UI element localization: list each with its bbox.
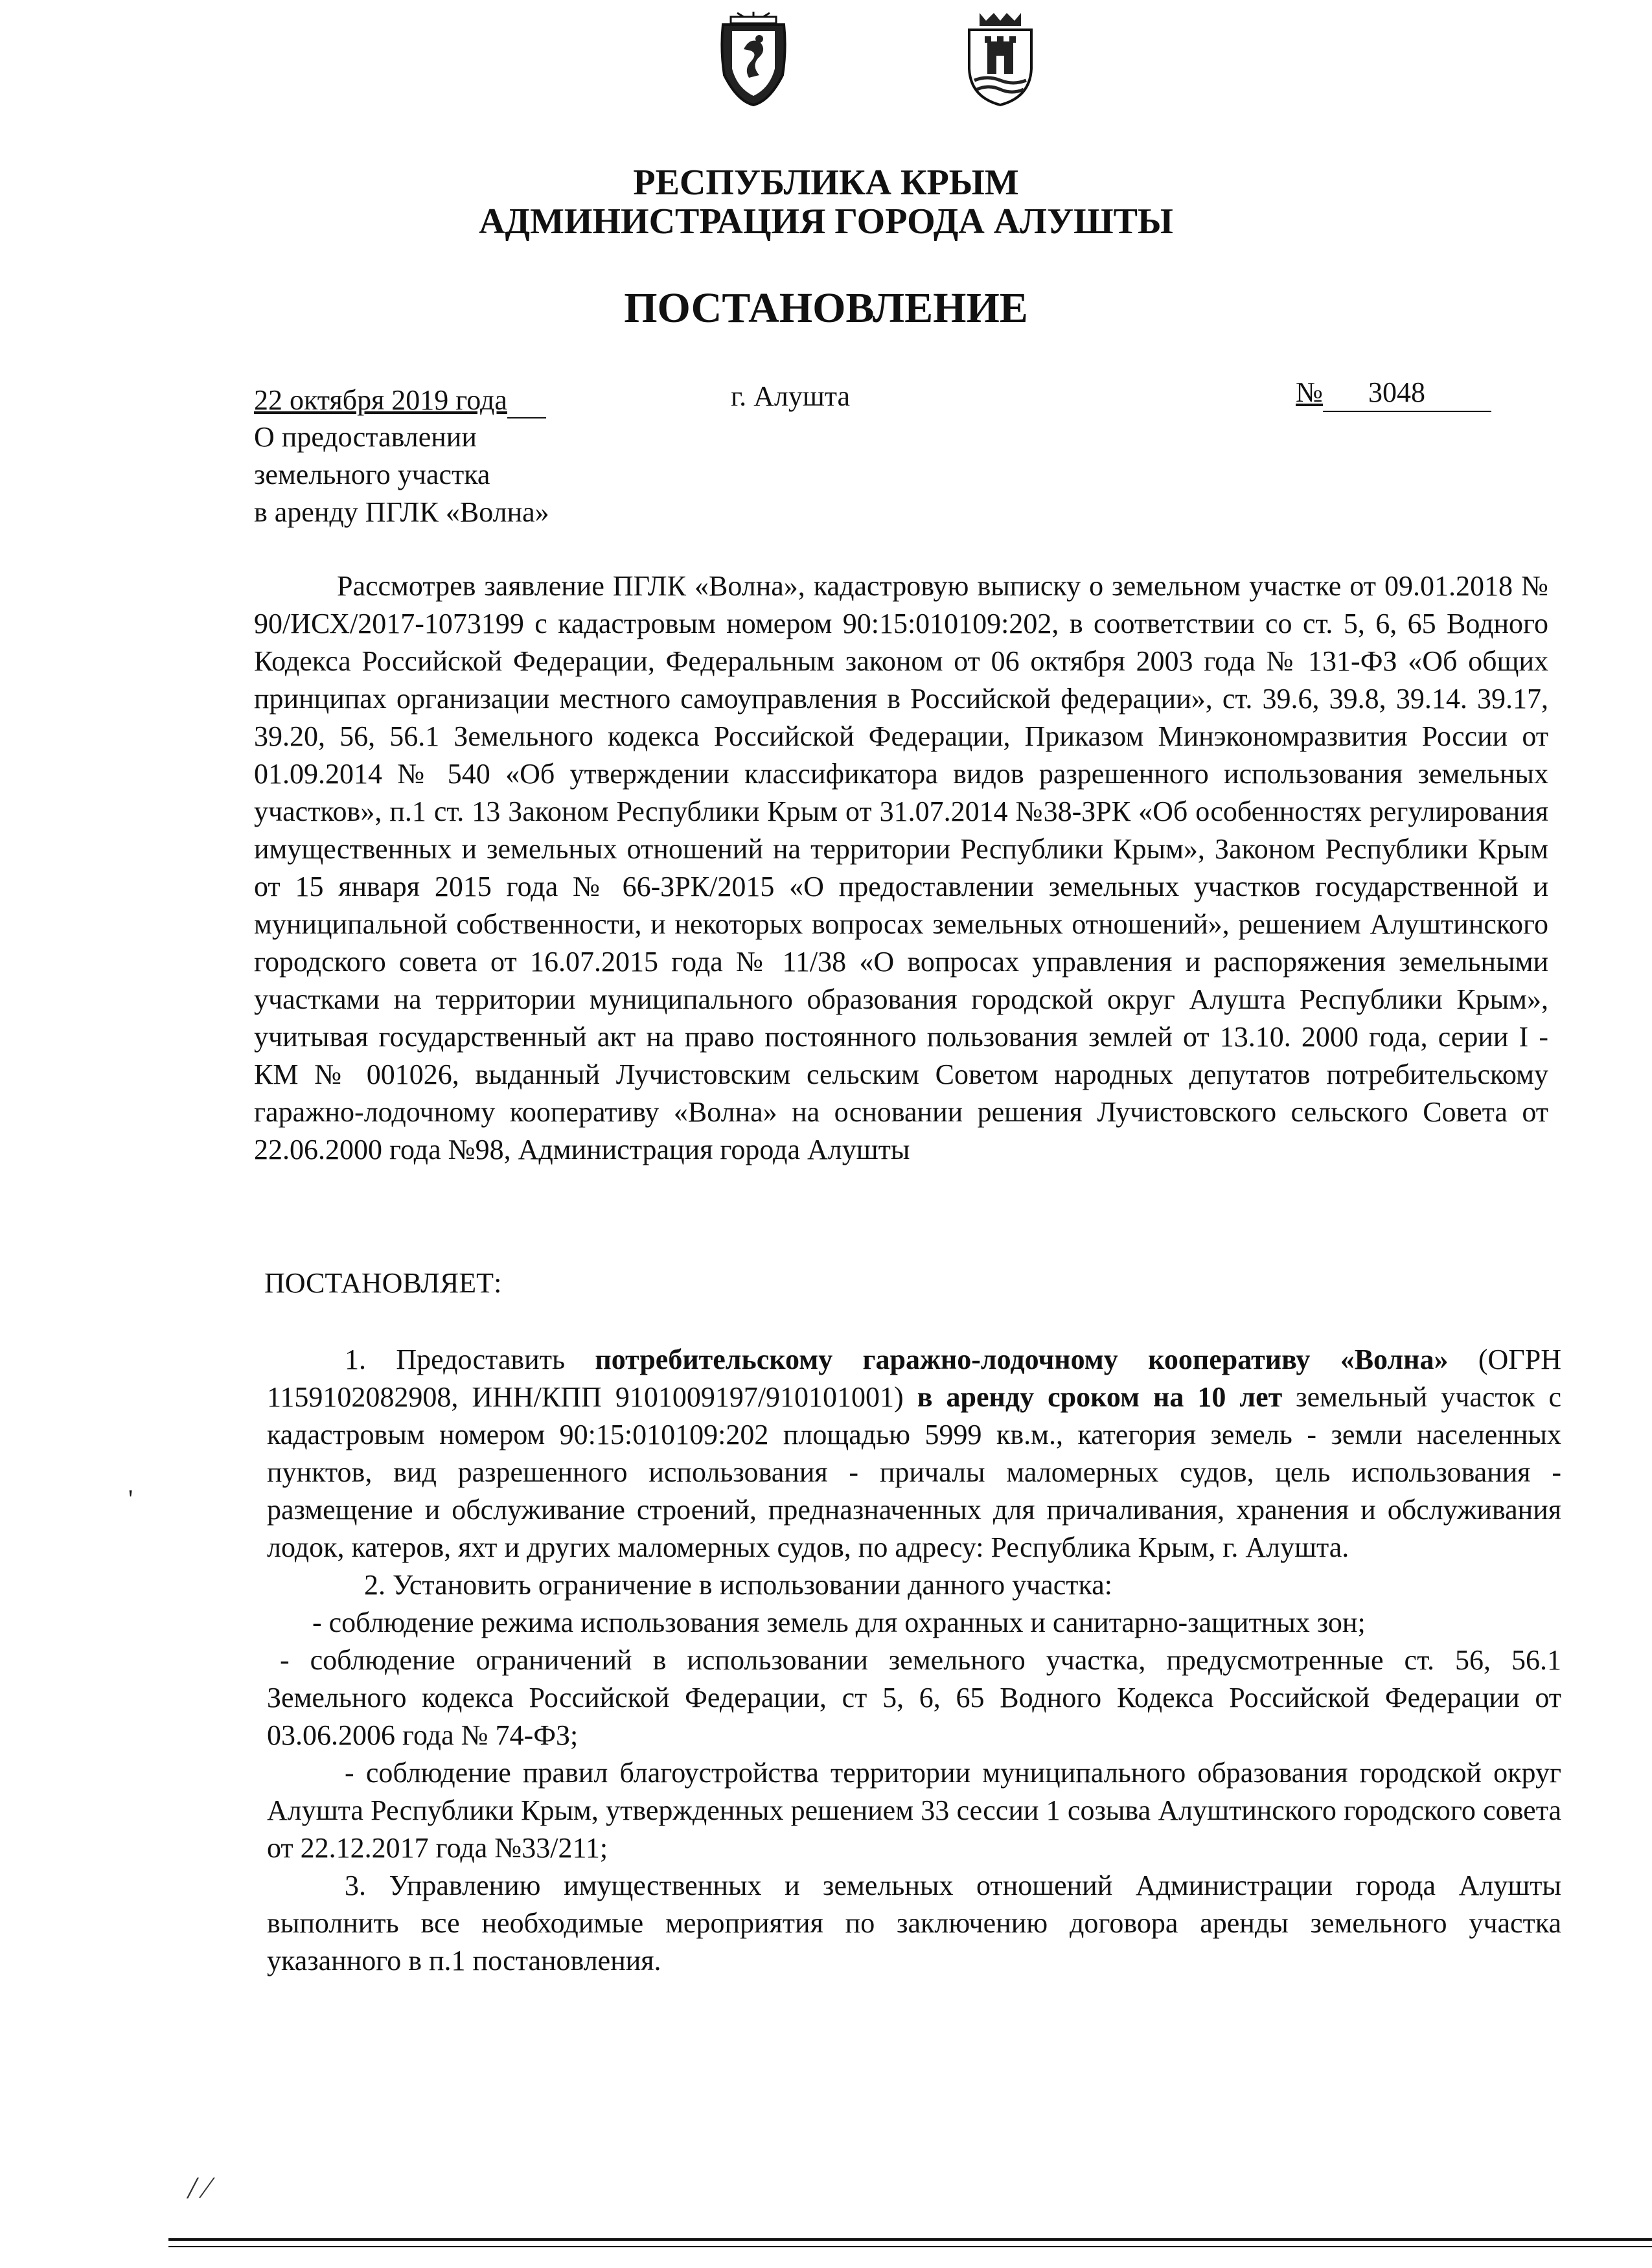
margin-mark: ' bbox=[128, 1484, 133, 1513]
item-1-ids: (ОГРН 1159102082908, ИНН/КПП 9101009197/910101001) bbox=[267, 1344, 1561, 1413]
date-underline bbox=[507, 391, 546, 418]
item-1-details: земельный участок с кадастровым номером 90:15:010109:202 площадью 5999 кв.м., категория земель - земли населенных пунктов, вид разрешенного использования - причалы маломерных судов, цель использования - размещение и обслуживание строений, предназначенных для причаливания, хранения и обслуживания лодок, катеров, яхт и других маломерных судов, по адресу: Республика Крым, г. Алушта. bbox=[267, 1381, 1561, 1563]
document-date bbox=[254, 382, 546, 418]
decree-items bbox=[267, 1341, 1561, 1980]
subject-line: земельного участка bbox=[254, 459, 490, 490]
header-administration: АДМИНИСТРАЦИЯ ГОРОДА АЛУШТЫ bbox=[479, 201, 1173, 242]
item-2-bullet: - соблюдение режима использования земель для охранных и санитарно-защитных зон; bbox=[312, 1607, 1366, 1638]
subject-line: О предоставлении bbox=[254, 421, 477, 453]
footer-rule bbox=[168, 2238, 1652, 2247]
number-value: 3048 bbox=[1323, 374, 1491, 412]
item-2-bullet: - соблюдение правил благоустройства территории муниципального образования городской округ Алушта Республики Крым, утвержденных решением 33 сессии 1 созыва Алуштинского городского совета от 22.12.2017 года №33/211; bbox=[267, 1757, 1561, 1864]
number-label: № bbox=[1296, 376, 1323, 408]
item-1-lease-term: в аренду сроком на 10 лет bbox=[917, 1381, 1283, 1413]
item-1-prefix: 1. Предоставить bbox=[345, 1344, 595, 1375]
document-type-title: ПОСТАНОВЛЕНИЕ bbox=[624, 284, 1028, 332]
alushta-coat-of-arms-icon bbox=[965, 10, 1035, 108]
date-text: 22 октября 2019 года bbox=[254, 384, 507, 416]
item-1-cooperative: потребительскому гаражно-лодочному кооперативу «Волна» bbox=[595, 1344, 1449, 1375]
preamble-paragraph: Рассмотрев заявление ПГЛК «Волна», кадастровую выписку о земельном участке от 09.01.2018 № 90/ИСХ/2017-1073199 с кадастровым номером 90:15:010109:202, в соответствии со ст. 5, 6, 65 Водного Кодекса Российской Федерации, Федеральным законом от 06 октября 2003 года № 131-ФЗ «Об общих принципах организации местного самоуправления в Российской федерации», ст. 39.6, 39.8, 39.14. 39.17, 39.20, 56, 56.1 Земельного кодекса Российской Федерации, Приказом Минэкономразвития России от 01.09.2014 № 540 «Об утверждении классификатора видов разрешенного использования земельных участков», п.1 ст. 13 Законом Республики Крым от 31.07.2014 №38-ЗРК «Об особенностях регулирования имущественных и земельных отношений на территории Республики Крым», Законом Республики Крым от 15 января 2015 года № 66-ЗРК/2015 «О предоставлении земельных участков государственной и муниципальной собственности, и некоторых вопросах земельных отношений», решением Алуштинского городского совета от 16.07.2015 года № 11/38 «О вопросах управления и распоряжения земельными участками на территории муниципального образования городской округ Алушта Республики Крым», учитывая государственный акт на право постоянного пользования землей от 13.10. 2000 года, серии I - КМ № 001026, выданный Лучистовским сельским Советом народных депутатов потребительскому гаражно-лодочному кооперативу «Волна» на основании решения Лучистовского сельского Совета от 22.06.2000 года №98, Администрация города Алушты bbox=[254, 570, 1548, 1165]
item-2-bullet: - соблюдение ограничений в использовании земельного участка, предусмотренные ст. 56, 56.1 Земельного кодекса Российской Федерации, ст 5, 6, 65 Водного Кодекса Российской Федерации от 03.06.2006 года № 74-ФЗ; bbox=[267, 1644, 1561, 1751]
header-republic: РЕСПУБЛИКА КРЫМ bbox=[633, 163, 1019, 203]
decree-heading: ПОСТАНОВЛЯЕТ: bbox=[264, 1267, 502, 1299]
document-place: г. Алушта bbox=[731, 380, 850, 412]
item-2-title: 2. Установить ограничение в использовании данного участка: bbox=[364, 1569, 1112, 1601]
document-subject bbox=[254, 418, 549, 531]
subject-line: в аренду ПГЛК «Волна» bbox=[254, 496, 549, 528]
item-3: 3. Управлению имущественных и земельных отношений Администрации города Алушты выполнить все необходимые мероприятия по заключению договора аренды земельного участка указанного в п.1 постановления. bbox=[267, 1870, 1561, 1976]
crimea-coat-of-arms-icon bbox=[718, 10, 789, 108]
document-number bbox=[1296, 374, 1491, 412]
handwritten-mark: / ⁄ bbox=[188, 2171, 210, 2205]
item-1 bbox=[267, 1341, 1561, 1566]
